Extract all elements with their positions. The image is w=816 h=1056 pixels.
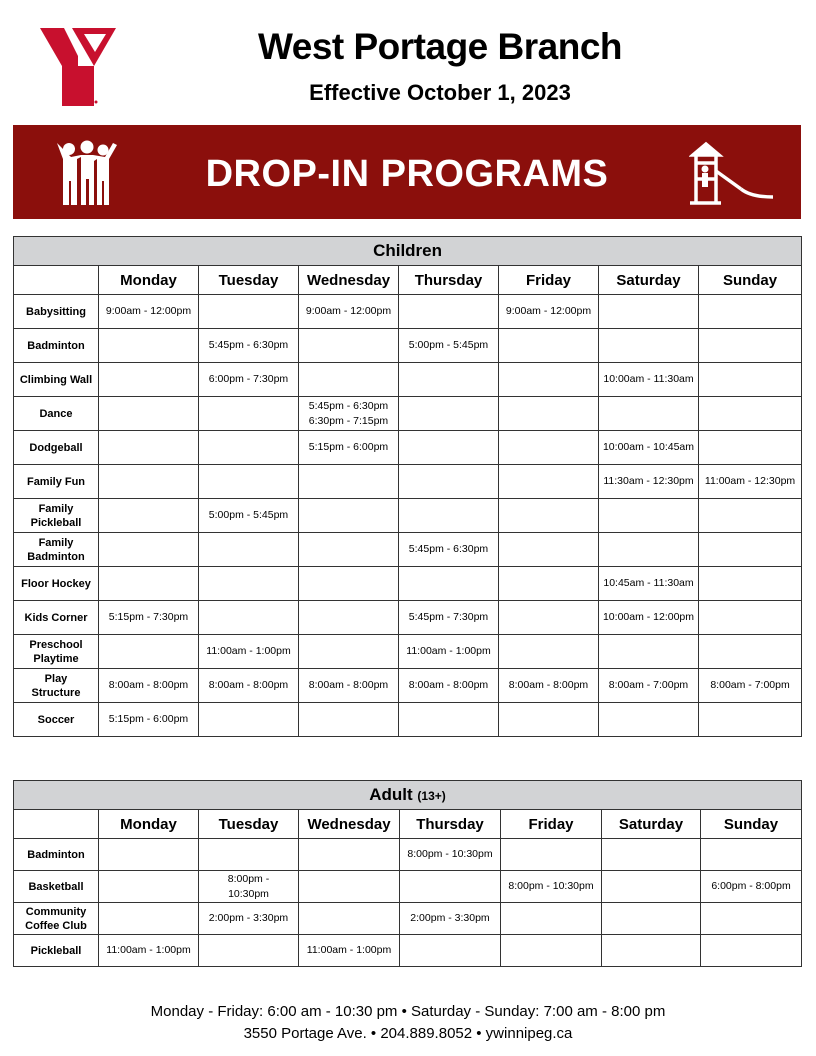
- time-cell: [99, 499, 199, 533]
- adult-section-header: [14, 781, 802, 810]
- section-title-text: Adult: [369, 785, 413, 804]
- time-cell: [199, 567, 299, 601]
- time-cell: [399, 363, 499, 397]
- time-cell: [501, 903, 602, 935]
- footer-hours: Monday - Friday: 6:00 am - 10:30 pm • Saturday - Sunday: 7:00 am - 8:00 pm: [150, 1003, 666, 1020]
- time-cell: [699, 397, 802, 431]
- day-header-thursday: Thursday: [400, 810, 501, 839]
- time-cell: 11:00am - 1:00pm: [99, 935, 199, 967]
- time-cell: [199, 703, 299, 737]
- time-cell: [501, 839, 602, 871]
- time-cell: [701, 935, 802, 967]
- time-cell: 2:00pm - 3:30pm: [199, 903, 299, 935]
- time-cell: [299, 363, 399, 397]
- day-header-thursday: Thursday: [399, 266, 499, 295]
- time-cell: [299, 871, 400, 903]
- time-cell: 5:00pm - 5:45pm: [199, 499, 299, 533]
- time-cell: [400, 935, 501, 967]
- program-name: Babysitting: [14, 295, 99, 329]
- time-cell: 8:00pm - 10:30pm: [400, 839, 501, 871]
- time-cell: [199, 601, 299, 635]
- time-cell: 11:00am - 1:00pm: [399, 635, 499, 669]
- banner-title: DROP-IN PROGRAMS: [205, 153, 609, 195]
- time-cell: [699, 533, 802, 567]
- day-header-wednesday: Wednesday: [299, 266, 399, 295]
- day-header-row: [14, 810, 802, 839]
- table-row: [14, 499, 802, 533]
- program-name: Basketball: [14, 871, 99, 903]
- time-cell: [99, 567, 199, 601]
- time-cell: [299, 839, 400, 871]
- time-cell: [99, 533, 199, 567]
- time-cell: 8:00am - 8:00pm: [399, 669, 499, 703]
- day-header-sunday: Sunday: [701, 810, 802, 839]
- day-header-tuesday: Tuesday: [199, 810, 299, 839]
- time-cell: [599, 703, 699, 737]
- program-name: Pickleball: [14, 935, 99, 967]
- time-cell: 10:00am - 11:30am: [599, 363, 699, 397]
- time-cell: [701, 903, 802, 935]
- adult-schedule-table: [13, 780, 802, 967]
- table-row: [14, 839, 802, 871]
- time-cell: [99, 839, 199, 871]
- time-cell: [499, 533, 599, 567]
- table-row: [14, 431, 802, 465]
- time-cell: [99, 363, 199, 397]
- time-cell: 8:00am - 8:00pm: [199, 669, 299, 703]
- time-cell: 5:45pm - 6:30pm 6:30pm - 7:15pm: [299, 397, 399, 431]
- time-cell: [499, 397, 599, 431]
- time-cell: [499, 635, 599, 669]
- time-cell: [499, 465, 599, 499]
- time-cell: [599, 499, 699, 533]
- day-header-wednesday: Wednesday: [299, 810, 400, 839]
- footer-contact: 3550 Portage Ave. • 204.889.8052 • ywinnipeg.ca: [243, 1025, 573, 1042]
- children-schedule-table: [13, 236, 802, 737]
- time-cell: [399, 567, 499, 601]
- time-cell: 11:00am - 12:30pm: [699, 465, 802, 499]
- time-cell: [299, 567, 399, 601]
- time-cell: 11:30am - 12:30pm: [599, 465, 699, 499]
- time-cell: [499, 703, 599, 737]
- time-cell: 9:00am - 12:00pm: [499, 295, 599, 329]
- time-cell: [699, 635, 802, 669]
- time-cell: 10:00am - 12:00pm: [599, 601, 699, 635]
- time-cell: 6:00pm - 7:30pm: [199, 363, 299, 397]
- time-cell: 9:00am - 12:00pm: [299, 295, 399, 329]
- time-cell: 11:00am - 1:00pm: [299, 935, 400, 967]
- programs-banner: [13, 125, 801, 219]
- time-cell: [199, 839, 299, 871]
- time-cell: 5:00pm - 5:45pm: [399, 329, 499, 363]
- time-cell: [299, 635, 399, 669]
- time-cell: [299, 703, 399, 737]
- time-cell: [399, 431, 499, 465]
- time-cell: 8:00am - 8:00pm: [299, 669, 399, 703]
- time-cell: [199, 431, 299, 465]
- program-name: Badminton: [14, 839, 99, 871]
- time-cell: 8:00pm - 10:30pm: [199, 871, 299, 903]
- time-cell: [199, 465, 299, 499]
- corner-cell: [14, 266, 99, 295]
- table-row: [14, 363, 802, 397]
- time-cell: [99, 871, 199, 903]
- day-header-monday: Monday: [99, 266, 199, 295]
- day-header-saturday: Saturday: [599, 266, 699, 295]
- time-cell: [399, 499, 499, 533]
- time-cell: [701, 839, 802, 871]
- time-cell: 5:15pm - 6:00pm: [99, 703, 199, 737]
- time-cell: [99, 397, 199, 431]
- time-cell: 11:00am - 1:00pm: [199, 635, 299, 669]
- time-cell: [199, 295, 299, 329]
- time-cell: [99, 635, 199, 669]
- time-cell: 8:00am - 8:00pm: [99, 669, 199, 703]
- table-row: [14, 903, 802, 935]
- time-cell: [399, 465, 499, 499]
- time-cell: [699, 431, 802, 465]
- time-cell: [602, 935, 701, 967]
- time-cell: 10:45am - 11:30am: [599, 567, 699, 601]
- page-title: West Portage Branch: [257, 26, 623, 67]
- time-cell: [602, 903, 701, 935]
- time-cell: [299, 465, 399, 499]
- time-cell: 8:00am - 8:00pm: [499, 669, 599, 703]
- time-cell: [602, 871, 701, 903]
- time-cell: 10:00am - 10:45am: [599, 431, 699, 465]
- time-cell: 9:00am - 12:00pm: [99, 295, 199, 329]
- section-title: [14, 781, 802, 810]
- table-row: [14, 669, 802, 703]
- day-header-friday: Friday: [499, 266, 599, 295]
- time-cell: [299, 499, 399, 533]
- program-name: Floor Hockey: [14, 567, 99, 601]
- time-cell: [699, 295, 802, 329]
- day-header-row: [14, 266, 802, 295]
- time-cell: [299, 329, 399, 363]
- table-row: [14, 465, 802, 499]
- day-header-sunday: Sunday: [699, 266, 802, 295]
- time-cell: [99, 431, 199, 465]
- time-cell: [99, 903, 199, 935]
- table-row: [14, 601, 802, 635]
- program-name: Community Coffee Club: [14, 903, 99, 935]
- program-name: Family Pickleball: [14, 499, 99, 533]
- day-header-monday: Monday: [99, 810, 199, 839]
- time-cell: [599, 329, 699, 363]
- section-title: [14, 237, 802, 266]
- time-cell: [599, 397, 699, 431]
- program-name: Preschool Playtime: [14, 635, 99, 669]
- table-row: [14, 567, 802, 601]
- table-row: [14, 329, 802, 363]
- table-row: [14, 533, 802, 567]
- time-cell: [199, 397, 299, 431]
- program-name: Dance: [14, 397, 99, 431]
- ymca-logo: [38, 26, 118, 108]
- section-title-text: Children: [373, 241, 443, 260]
- play-structure-slide-icon: [689, 141, 777, 207]
- table-row: [14, 703, 802, 737]
- section-title-suffix: (13+): [417, 789, 446, 803]
- time-cell: 5:45pm - 6:30pm: [199, 329, 299, 363]
- time-cell: 5:15pm - 6:00pm: [299, 431, 399, 465]
- time-cell: [499, 431, 599, 465]
- time-cell: [499, 499, 599, 533]
- time-cell: 8:00am - 7:00pm: [699, 669, 802, 703]
- time-cell: [299, 903, 400, 935]
- time-cell: [99, 329, 199, 363]
- program-name: Family Fun: [14, 465, 99, 499]
- time-cell: [599, 533, 699, 567]
- page-subtitle: Effective October 1, 2023: [309, 80, 571, 105]
- children-section-header: [14, 237, 802, 266]
- program-name: Badminton: [14, 329, 99, 363]
- time-cell: [699, 703, 802, 737]
- time-cell: [699, 567, 802, 601]
- table-row: [14, 295, 802, 329]
- time-cell: [99, 465, 199, 499]
- program-name: Climbing Wall: [14, 363, 99, 397]
- time-cell: 8:00pm - 10:30pm: [501, 871, 602, 903]
- table-row: [14, 635, 802, 669]
- time-cell: [599, 295, 699, 329]
- time-cell: [499, 567, 599, 601]
- time-cell: 5:15pm - 7:30pm: [99, 601, 199, 635]
- day-header-saturday: Saturday: [602, 810, 701, 839]
- time-cell: [399, 295, 499, 329]
- time-cell: 2:00pm - 3:30pm: [400, 903, 501, 935]
- table-row: [14, 871, 802, 903]
- time-cell: [599, 635, 699, 669]
- time-cell: [399, 397, 499, 431]
- time-cell: [299, 533, 399, 567]
- table-row: [14, 935, 802, 967]
- program-name: Family Badminton: [14, 533, 99, 567]
- time-cell: [199, 533, 299, 567]
- time-cell: 6:00pm - 8:00pm: [701, 871, 802, 903]
- time-cell: [499, 363, 599, 397]
- time-cell: 5:45pm - 6:30pm: [399, 533, 499, 567]
- time-cell: [199, 935, 299, 967]
- table-row: [14, 397, 802, 431]
- day-header-tuesday: Tuesday: [199, 266, 299, 295]
- time-cell: [499, 329, 599, 363]
- time-cell: [501, 935, 602, 967]
- time-cell: [699, 601, 802, 635]
- time-cell: [602, 839, 701, 871]
- corner-cell: [14, 810, 99, 839]
- program-name: Soccer: [14, 703, 99, 737]
- program-name: Kids Corner: [14, 601, 99, 635]
- time-cell: [699, 363, 802, 397]
- time-cell: [399, 703, 499, 737]
- program-name: Play Structure: [14, 669, 99, 703]
- program-name: Dodgeball: [14, 431, 99, 465]
- time-cell: [699, 499, 802, 533]
- time-cell: [499, 601, 599, 635]
- time-cell: 5:45pm - 7:30pm: [399, 601, 499, 635]
- time-cell: [699, 329, 802, 363]
- time-cell: [299, 601, 399, 635]
- day-header-friday: Friday: [501, 810, 602, 839]
- time-cell: [400, 871, 501, 903]
- time-cell: 8:00am - 7:00pm: [599, 669, 699, 703]
